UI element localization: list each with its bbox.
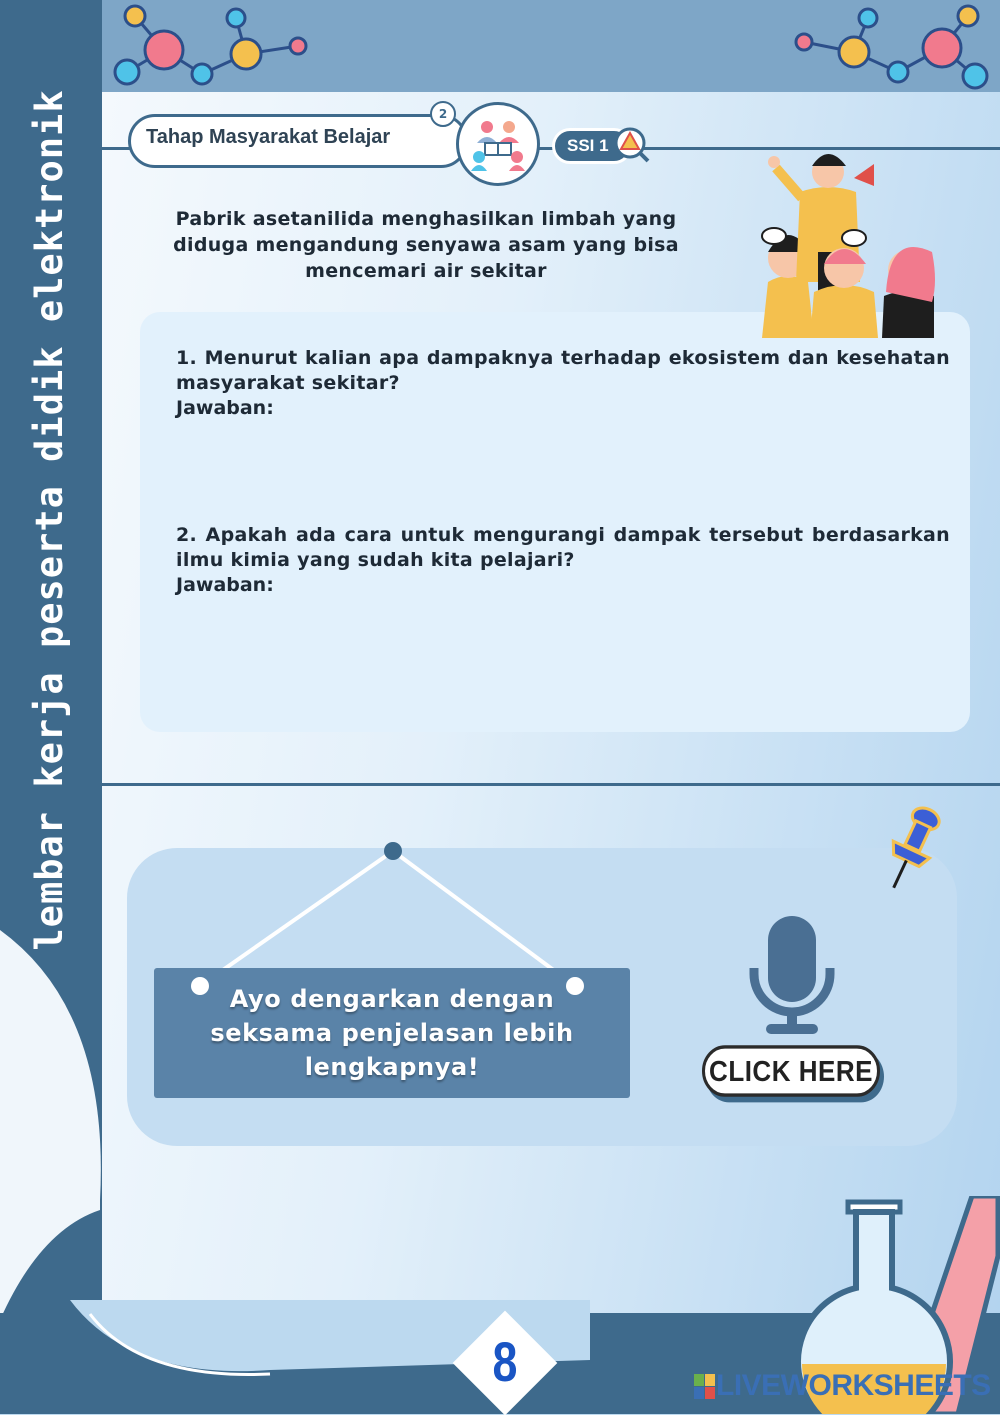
ssi-badge-label: SSI 1: [567, 136, 609, 155]
click-here-button[interactable]: CLICK HERE: [702, 1045, 880, 1097]
answer-label-2: Jawaban:: [176, 574, 274, 596]
group-learning-icon: [456, 102, 540, 186]
sidebar-curve-decoration: [0, 900, 110, 1320]
answer-field-1[interactable]: [176, 425, 950, 515]
intro-line: mencemari air sekitar: [305, 260, 547, 282]
answer-field-2[interactable]: [176, 602, 950, 712]
intro-line: Pabrik asetanilida menghasilkan limbah yang: [175, 208, 677, 230]
magnifier-warning-icon: [612, 125, 652, 165]
page-number: 8: [492, 1330, 518, 1393]
molecule-decoration-icon: [102, 0, 1000, 92]
question-1: 1. Menurut kalian apa dampaknya terhadap ekosistem dan kesehatan masyarakat sekitar?: [176, 347, 950, 394]
instruction-line: Ayo dengarkan dengan: [229, 985, 555, 1013]
stage-number-badge: 2: [430, 101, 456, 127]
liveworksheets-brand: LIVEWORKSHEETS: [716, 1369, 991, 1402]
people-discussion-illustration: [738, 142, 942, 338]
intro-text: [150, 206, 702, 284]
liveworksheets-badge-icon: [694, 1374, 716, 1400]
question-2: 2. Apakah ada cara untuk mengurangi dampak tersebut berdasarkan ilmu kimia yang sudah kita pelajari?: [176, 524, 950, 571]
instruction-line: lengkapnya!: [304, 1053, 480, 1081]
stage-title: Tahap Masyarakat Belajar: [146, 126, 391, 148]
sidebar-vertical-title: lembar kerja peserta didik elektronik: [28, 89, 71, 951]
microphone-icon[interactable]: [746, 914, 838, 1038]
push-pin-icon: [874, 798, 944, 898]
answer-label-1: Jawaban:: [176, 397, 274, 419]
intro-line: diduga mengandung senyawa asam yang bisa: [173, 234, 679, 256]
instruction-line: seksama penjelasan lebih: [210, 1019, 574, 1047]
instruction-text: [170, 982, 614, 1084]
section-divider: [102, 783, 1000, 786]
liveworksheets-logo: [694, 1374, 716, 1406]
